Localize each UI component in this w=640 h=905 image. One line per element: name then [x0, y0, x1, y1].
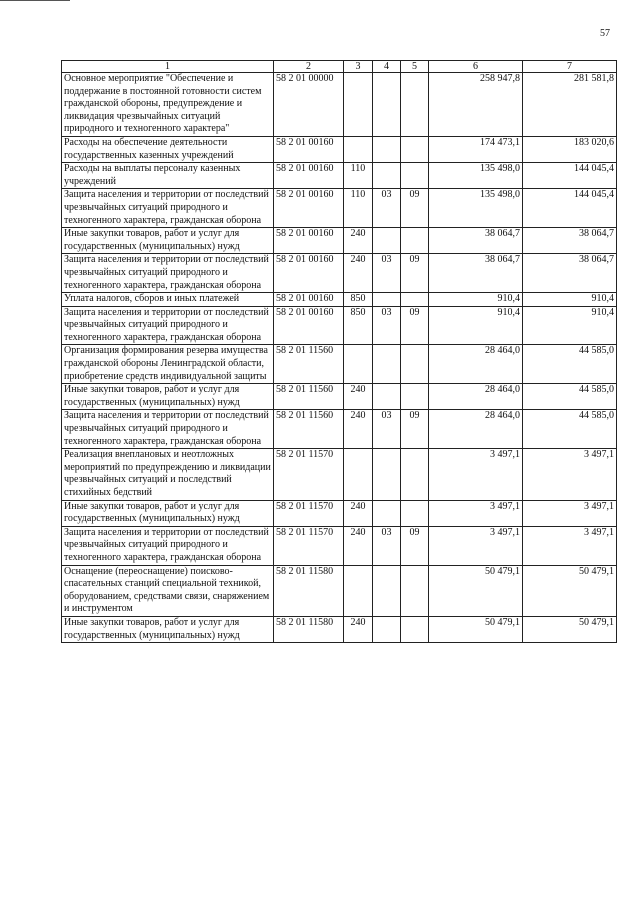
table-row: [62, 449, 617, 500]
row-col4-cell: [373, 565, 401, 616]
row-col5-cell: [401, 565, 429, 616]
table-row: [62, 306, 617, 345]
row-name-cell: Защита населения и территории от последствий чрезвычайных ситуаций природного и техногенного характера, гражданская оборона: [62, 254, 274, 293]
table-row: [62, 254, 617, 293]
row-col4-cell: [373, 449, 401, 500]
row-col5-cell: 09: [401, 306, 429, 345]
table-row: [62, 163, 617, 189]
row-code-cell: 58 2 01 11580: [274, 565, 344, 616]
column-header: 6: [429, 61, 523, 73]
table-row: [62, 228, 617, 254]
row-name-cell: Защита населения и территории от последствий чрезвычайных ситуаций природного и техногенного характера, гражданская оборона: [62, 189, 274, 228]
row-col3-cell: 240: [344, 254, 373, 293]
row-name-cell: Защита населения и территории от последствий чрезвычайных ситуаций природного и техногенного характера, гражданская оборона: [62, 526, 274, 565]
row-col5-cell: [401, 163, 429, 189]
row-col4-cell: [373, 136, 401, 162]
scan-edge-line: [0, 0, 70, 1]
row-amount-col6-cell: 3 497,1: [429, 449, 523, 500]
row-col5-cell: 09: [401, 189, 429, 228]
row-amount-col6-cell: 50 479,1: [429, 565, 523, 616]
row-col3-cell: [344, 345, 373, 384]
column-header: 5: [401, 61, 429, 73]
row-code-cell: 58 2 01 11560: [274, 384, 344, 410]
row-col4-cell: [373, 345, 401, 384]
table-row: [62, 189, 617, 228]
row-name-cell: Защита населения и территории от последствий чрезвычайных ситуаций природного и техногенного характера, гражданская оборона: [62, 306, 274, 345]
row-col3-cell: 850: [344, 293, 373, 307]
row-amount-col7-cell: 38 064,7: [523, 254, 617, 293]
row-code-cell: 58 2 01 00160: [274, 228, 344, 254]
table-row: [62, 293, 617, 307]
row-amount-col6-cell: 910,4: [429, 306, 523, 345]
row-amount-col7-cell: 44 585,0: [523, 410, 617, 449]
row-amount-col7-cell: 50 479,1: [523, 616, 617, 642]
table-row: [62, 500, 617, 526]
row-amount-col7-cell: 144 045,4: [523, 163, 617, 189]
row-name-cell: Основное мероприятие "Обеспечение и поддержание в постоянной готовности систем гражданской обороны, предупреждение и ликвидация чрезвычайных ситуаций природного и техногенного характера": [62, 73, 274, 137]
row-col3-cell: [344, 449, 373, 500]
row-col5-cell: [401, 228, 429, 254]
row-col5-cell: [401, 73, 429, 137]
table-row: [62, 136, 617, 162]
row-code-cell: 58 2 01 11580: [274, 616, 344, 642]
row-name-cell: Иные закупки товаров, работ и услуг для государственных (муниципальных) нужд: [62, 228, 274, 254]
row-col3-cell: 110: [344, 189, 373, 228]
row-name-cell: Уплата налогов, сборов и иных платежей: [62, 293, 274, 307]
row-amount-col7-cell: 281 581,8: [523, 73, 617, 137]
row-col5-cell: [401, 293, 429, 307]
row-col5-cell: [401, 449, 429, 500]
row-amount-col7-cell: 910,4: [523, 306, 617, 345]
row-amount-col7-cell: 3 497,1: [523, 500, 617, 526]
row-col5-cell: 09: [401, 526, 429, 565]
row-col5-cell: [401, 136, 429, 162]
row-col3-cell: [344, 565, 373, 616]
row-col4-cell: 03: [373, 254, 401, 293]
row-name-cell: Организация формирования резерва имущества гражданской обороны Ленинградской области, приобретение средств индивидуальной защиты: [62, 345, 274, 384]
row-amount-col7-cell: 3 497,1: [523, 449, 617, 500]
row-col3-cell: 240: [344, 526, 373, 565]
row-code-cell: 58 2 01 00160: [274, 189, 344, 228]
row-amount-col6-cell: 910,4: [429, 293, 523, 307]
page-number: 57: [600, 28, 610, 39]
row-amount-col6-cell: 135 498,0: [429, 163, 523, 189]
row-name-cell: Оснащение (переоснащение) поисково-спасательных станций специальной техникой, оборудованием, средствами связи, снаряжением и инструментом: [62, 565, 274, 616]
row-amount-col6-cell: 38 064,7: [429, 228, 523, 254]
column-header: 3: [344, 61, 373, 73]
row-col5-cell: [401, 500, 429, 526]
row-col4-cell: [373, 228, 401, 254]
row-code-cell: 58 2 01 11560: [274, 345, 344, 384]
row-amount-col6-cell: 3 497,1: [429, 500, 523, 526]
row-amount-col7-cell: 44 585,0: [523, 345, 617, 384]
row-col3-cell: 240: [344, 500, 373, 526]
table-row: [62, 73, 617, 137]
row-name-cell: Иные закупки товаров, работ и услуг для государственных (муниципальных) нужд: [62, 384, 274, 410]
header-row: [62, 61, 617, 73]
row-col3-cell: 240: [344, 228, 373, 254]
row-col4-cell: [373, 73, 401, 137]
row-amount-col7-cell: 50 479,1: [523, 565, 617, 616]
row-col3-cell: 110: [344, 163, 373, 189]
row-code-cell: 58 2 01 11570: [274, 449, 344, 500]
row-code-cell: 58 2 01 00160: [274, 306, 344, 345]
row-col4-cell: 03: [373, 306, 401, 345]
column-header: 1: [62, 61, 274, 73]
row-amount-col6-cell: 3 497,1: [429, 526, 523, 565]
row-amount-col6-cell: 28 464,0: [429, 384, 523, 410]
row-name-cell: Расходы на выплаты персоналу казенных учреждений: [62, 163, 274, 189]
row-amount-col6-cell: 174 473,1: [429, 136, 523, 162]
row-col5-cell: [401, 616, 429, 642]
row-col5-cell: [401, 384, 429, 410]
table-row: [62, 345, 617, 384]
row-col4-cell: [373, 616, 401, 642]
table-row: [62, 410, 617, 449]
row-amount-col7-cell: 910,4: [523, 293, 617, 307]
row-col5-cell: [401, 345, 429, 384]
row-amount-col6-cell: 28 464,0: [429, 410, 523, 449]
row-col3-cell: [344, 73, 373, 137]
row-col3-cell: 850: [344, 306, 373, 345]
row-code-cell: 58 2 01 00160: [274, 254, 344, 293]
row-amount-col7-cell: 144 045,4: [523, 189, 617, 228]
row-code-cell: 58 2 01 00160: [274, 293, 344, 307]
row-code-cell: 58 2 01 00160: [274, 163, 344, 189]
row-code-cell: 58 2 01 11570: [274, 500, 344, 526]
row-name-cell: Расходы на обеспечение деятельности государственных казенных учреждений: [62, 136, 274, 162]
row-col3-cell: 240: [344, 616, 373, 642]
row-col4-cell: [373, 293, 401, 307]
row-amount-col6-cell: 50 479,1: [429, 616, 523, 642]
row-col4-cell: 03: [373, 526, 401, 565]
row-amount-col6-cell: 28 464,0: [429, 345, 523, 384]
row-amount-col7-cell: 3 497,1: [523, 526, 617, 565]
table-row: [62, 384, 617, 410]
row-col4-cell: 03: [373, 189, 401, 228]
column-header: 4: [373, 61, 401, 73]
row-code-cell: 58 2 01 00160: [274, 136, 344, 162]
row-amount-col7-cell: 44 585,0: [523, 384, 617, 410]
row-col4-cell: [373, 500, 401, 526]
column-header: 7: [523, 61, 617, 73]
row-amount-col6-cell: 135 498,0: [429, 189, 523, 228]
row-col4-cell: [373, 384, 401, 410]
row-col3-cell: [344, 136, 373, 162]
row-name-cell: Иные закупки товаров, работ и услуг для государственных (муниципальных) нужд: [62, 500, 274, 526]
row-code-cell: 58 2 01 11560: [274, 410, 344, 449]
column-header: 2: [274, 61, 344, 73]
row-amount-col6-cell: 38 064,7: [429, 254, 523, 293]
row-name-cell: Защита населения и территории от последствий чрезвычайных ситуаций природного и техногенного характера, гражданская оборона: [62, 410, 274, 449]
row-name-cell: Иные закупки товаров, работ и услуг для государственных (муниципальных) нужд: [62, 616, 274, 642]
row-col4-cell: [373, 163, 401, 189]
row-name-cell: Реализация внеплановых и неотложных мероприятий по предупреждению и ликвидации чрезвычайных ситуаций и последствий стихийных бедствий: [62, 449, 274, 500]
row-amount-col7-cell: 183 020,6: [523, 136, 617, 162]
row-col5-cell: 09: [401, 410, 429, 449]
row-col5-cell: 09: [401, 254, 429, 293]
row-code-cell: 58 2 01 11570: [274, 526, 344, 565]
row-col3-cell: 240: [344, 410, 373, 449]
row-col3-cell: 240: [344, 384, 373, 410]
row-amount-col6-cell: 258 947,8: [429, 73, 523, 137]
table-row: [62, 565, 617, 616]
table-row: [62, 526, 617, 565]
budget-table: [61, 60, 617, 643]
row-amount-col7-cell: 38 064,7: [523, 228, 617, 254]
row-col4-cell: 03: [373, 410, 401, 449]
table-row: [62, 616, 617, 642]
row-code-cell: 58 2 01 00000: [274, 73, 344, 137]
